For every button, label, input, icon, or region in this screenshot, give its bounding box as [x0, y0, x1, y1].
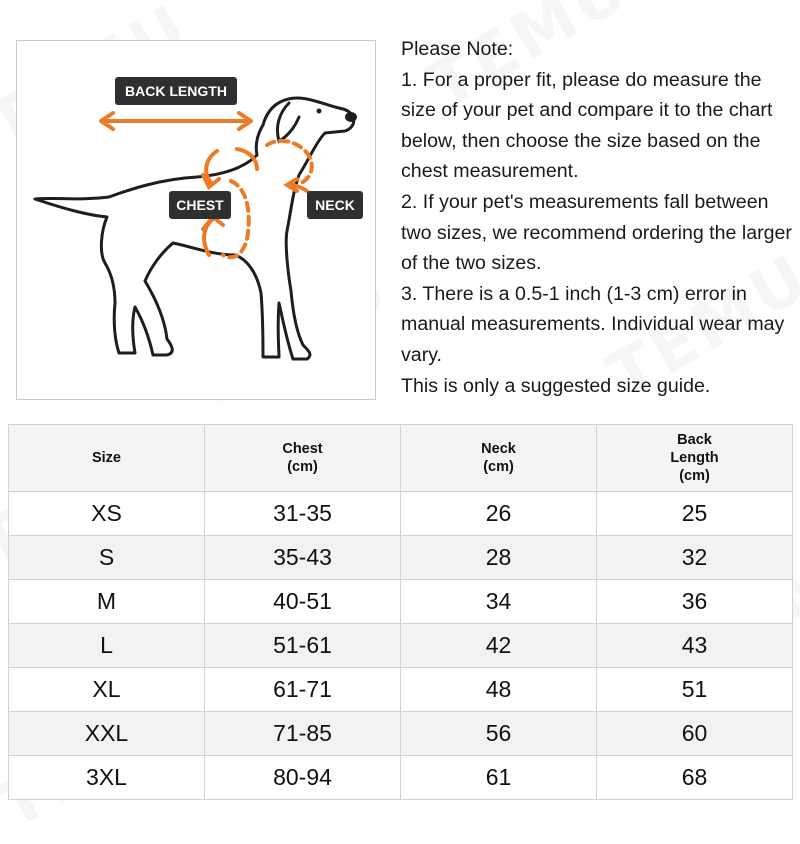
neck-label [307, 191, 363, 219]
cell-neck: 42 [401, 624, 597, 668]
dog-ear [277, 103, 299, 141]
table-row [9, 580, 793, 624]
back-length-label-text: BACK LENGTH [125, 83, 227, 99]
cell-back-length: 68 [597, 756, 793, 800]
neck-label-text: NECK [315, 197, 355, 213]
cell-back-length: 25 [597, 492, 793, 536]
note-item: 1. For a proper fit, please do measure the size of your pet and compare it to the chart below, then choose the size based on the chest measurement. [401, 68, 773, 183]
cell-chest: 61-71 [205, 668, 401, 712]
header-chest: Chest (cm) [205, 425, 401, 492]
cell-chest: 80-94 [205, 756, 401, 800]
table-row [9, 756, 793, 800]
cell-chest: 31-35 [205, 492, 401, 536]
cell-size: L [9, 624, 205, 668]
cell-neck: 56 [401, 712, 597, 756]
size-notes [401, 34, 796, 401]
table-row [9, 668, 793, 712]
note-footer: This is only a suggested size guide. [401, 374, 711, 397]
note-item: 3. There is a 0.5-1 inch (1-3 cm) error in manual measurements. Individual wear may vary. [401, 282, 785, 366]
dog-eye [317, 109, 322, 114]
cell-size: XL [9, 668, 205, 712]
dog-illustration [17, 41, 377, 401]
chest-label [169, 191, 231, 219]
cell-neck: 28 [401, 536, 597, 580]
cell-size: 3XL [9, 756, 205, 800]
cell-size: M [9, 580, 205, 624]
back-length-label [115, 77, 237, 105]
cell-chest: 35-43 [205, 536, 401, 580]
header-back-length: Back Length (cm) [597, 425, 793, 492]
cell-neck: 61 [401, 756, 597, 800]
back-length-arrow [101, 113, 251, 129]
dog-outline [35, 98, 354, 359]
table-row [9, 492, 793, 536]
notes-heading: Please Note: [401, 38, 514, 60]
table-row [9, 712, 793, 756]
cell-back-length: 43 [597, 624, 793, 668]
cell-chest: 40-51 [205, 580, 401, 624]
cell-neck: 26 [401, 492, 597, 536]
table-row [9, 624, 793, 668]
header-neck: Neck (cm) [401, 425, 597, 492]
cell-neck: 34 [401, 580, 597, 624]
cell-back-length: 32 [597, 536, 793, 580]
size-chart-table [8, 424, 793, 800]
cell-chest: 71-85 [205, 712, 401, 756]
table-row [9, 536, 793, 580]
dog-nose [345, 112, 357, 122]
measurement-diagram [16, 40, 376, 400]
cell-size: XXL [9, 712, 205, 756]
cell-size: XS [9, 492, 205, 536]
cell-back-length: 36 [597, 580, 793, 624]
cell-chest: 51-61 [205, 624, 401, 668]
table-header-row [9, 425, 793, 492]
cell-back-length: 60 [597, 712, 793, 756]
note-item: 2. If your pet's measurements fall between two sizes, we recommend ordering the larger of the two sizes. [401, 190, 792, 275]
chest-label-text: CHEST [176, 197, 224, 213]
header-size: Size [9, 425, 205, 492]
cell-neck: 48 [401, 668, 597, 712]
cell-back-length: 51 [597, 668, 793, 712]
cell-size: S [9, 536, 205, 580]
